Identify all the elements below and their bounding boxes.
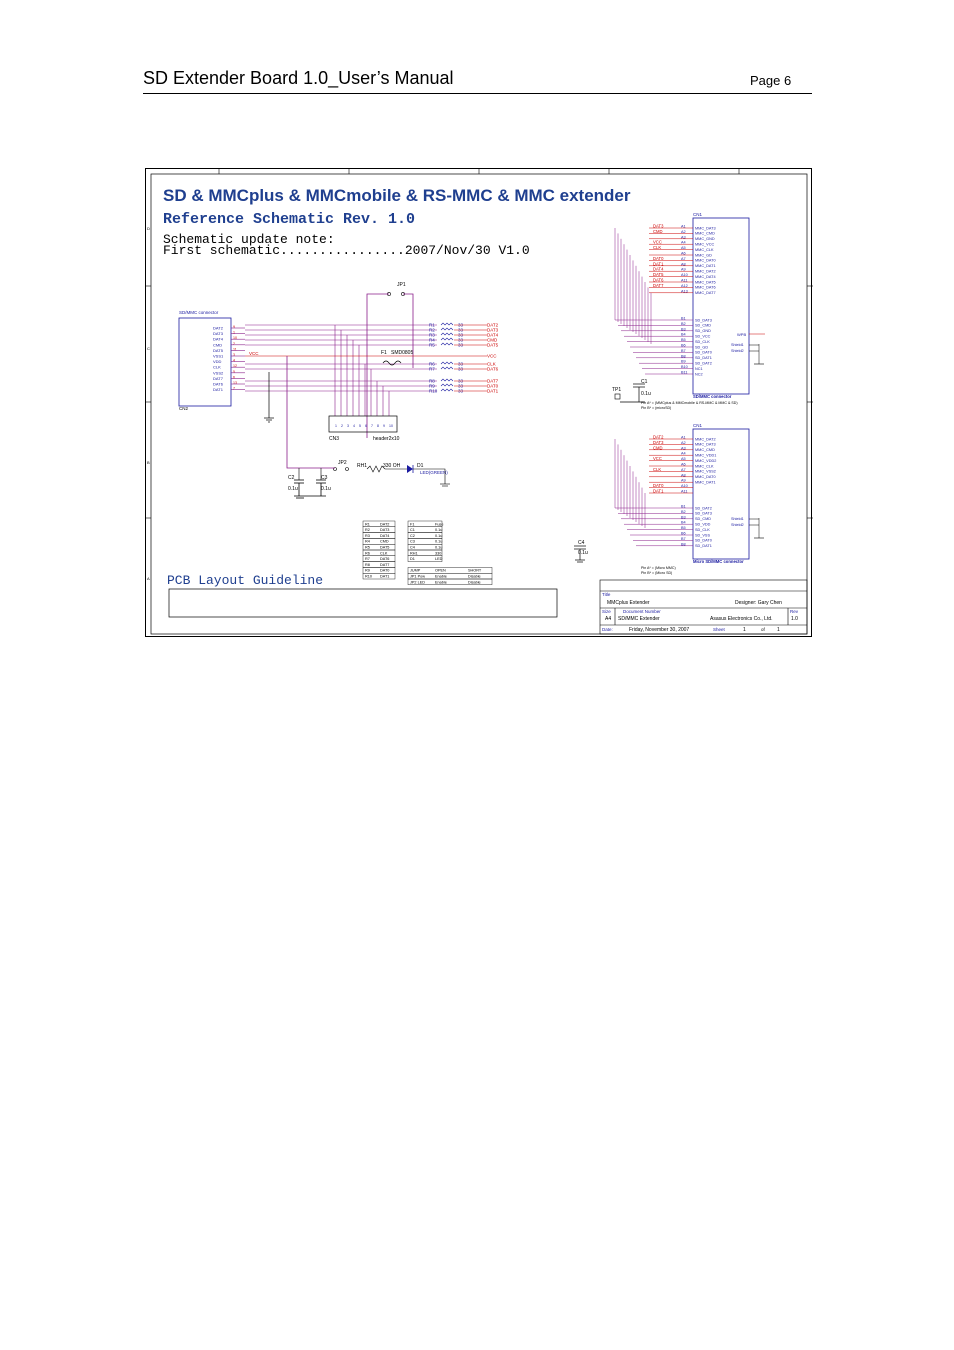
cn1-a-pin-number: A3 — [681, 235, 686, 240]
cn1-b-pin-number: B3 — [681, 327, 686, 332]
left-connector-pin-number: 13 — [233, 381, 237, 385]
left-connector-pin-label: DAT7 — [213, 375, 223, 381]
page-number: Page 6 — [750, 73, 792, 88]
tb-rev-label: Rev — [790, 609, 799, 614]
left-connector-pin-label: DAT5 — [213, 347, 223, 353]
pin-table-part: JP1 Pow — [410, 574, 425, 579]
left-connector-pin-number: 12 — [233, 364, 237, 369]
cn1-a-net-label: CMD — [653, 445, 663, 451]
left-connector-pin-number: 10 — [233, 336, 237, 341]
cn1-b-pin-label: SD_DAT2 — [695, 506, 712, 511]
vcc-label-right: VCC — [487, 353, 497, 359]
pin-table-part: C4 — [410, 545, 415, 550]
cn1-a-pin-label: MMC_DAT0 — [695, 475, 716, 480]
left-connector-pin-label: CMD — [213, 342, 223, 348]
fuse-ref: F1 — [381, 350, 387, 356]
left-connector-pin-label: CLK — [213, 364, 221, 370]
tb-sheet-label: Sheet — [713, 627, 725, 632]
cn1-a-net-label: DAT0 — [653, 483, 664, 489]
pin-table-net: DAT1 — [380, 574, 390, 579]
cn1-b-pin-number: B10 — [681, 365, 688, 370]
schematic-diagram — [145, 168, 813, 640]
cn1-a-net-label: DAT3 — [653, 439, 664, 445]
tb-title: MMCplus Extender — [607, 600, 650, 606]
pin-table-value: OPEN — [435, 568, 446, 573]
resistor-ref: R9 — [429, 383, 435, 389]
cn1-ref: CN1 — [693, 423, 703, 428]
left-connector-pin-label: DAT3 — [213, 331, 223, 337]
resistor-net-label: CMD — [487, 337, 498, 343]
jumper2-ref: JP2 — [338, 460, 347, 466]
update-note-line: First schematic................2007/Nov/30 V1.0 — [163, 243, 530, 258]
cn1-a-net-label: DAT6 — [653, 277, 664, 283]
pin-table-value: 0.1u — [435, 539, 443, 544]
header-pin-number: 10 — [389, 424, 393, 428]
resistor-ref: R10 — [429, 388, 438, 394]
cn1-b-pin-number: B8 — [681, 542, 686, 547]
left-connector-pin-number: 11 — [233, 347, 237, 352]
cn1-a-pin-label: MMC_DAT3 — [695, 442, 716, 447]
resistor-value: 33 — [458, 378, 464, 384]
resistor-ref: R1 — [429, 322, 435, 328]
cn1-a-pin-number: A7 — [681, 467, 686, 472]
cn1-b-pin-number: B8 — [681, 354, 686, 359]
cn1-a-pin-label: MMC_DAT7 — [695, 291, 716, 296]
pin-table-net: DAT7 — [380, 562, 390, 567]
pin-table-value: 330 — [435, 551, 442, 556]
pin-table-part: F1 — [410, 522, 415, 527]
resistor-net-label: DAT0 — [487, 383, 499, 389]
pin-table-resistor: R7 — [365, 557, 370, 562]
cn1-a-pin-number: A8 — [681, 473, 686, 478]
cap-c3-value: 0.1u — [321, 486, 331, 492]
left-connector-pin-number: 7 — [233, 386, 235, 391]
left-connector-pin-label: VSS1 — [213, 353, 224, 359]
cn1-b-pin-number: B6 — [681, 531, 686, 536]
pin-table-resistor: R10 — [365, 574, 372, 579]
tb-docnum: SD/MMC Extender — [618, 616, 660, 622]
resistor-ref: R7 — [429, 366, 435, 372]
header-pin-number: 2 — [341, 424, 343, 428]
cn1-a-pin-label: MMC_GD — [695, 253, 712, 258]
tb-of: 1 — [777, 627, 780, 633]
pin-table-resistor: R2 — [365, 528, 370, 533]
pin-table-net: DAT6 — [380, 557, 390, 562]
led-diode-value: LED(GREEN) — [420, 470, 448, 475]
update-note-label: Schematic update note: — [163, 232, 335, 247]
tb-title-label: Title — [602, 592, 611, 597]
header-pin-number: 7 — [371, 424, 373, 428]
cn1-b-pin-number: B1 — [681, 504, 686, 509]
tb-company: Asasus Electronics Co., Ltd. — [710, 616, 773, 622]
left-connector-pin-label: DAT1 — [213, 387, 223, 393]
cn1-a-pin-number: A5 — [681, 457, 686, 462]
cn1-note-2: Pin B* = (microSD) — [641, 406, 672, 410]
cn1-b-pin-number: B3 — [681, 515, 686, 520]
resistor-ref: R8 — [429, 378, 435, 384]
cn1-a-net-label: DAT4 — [653, 266, 664, 272]
pin-table-resistor: R4 — [365, 539, 370, 544]
cn1-b-pin-label: SD_DAT2 — [695, 361, 712, 366]
cn1-name: Micro SD/MMC connector — [693, 559, 744, 564]
pin-table-net: DAT4 — [380, 533, 390, 538]
pin-table-part: JUMP — [410, 568, 421, 573]
left-connector-pin-number: 3 — [233, 353, 235, 357]
resistor-net-label: DAT3 — [487, 327, 499, 333]
schematic-title: SD & MMCplus & MMCmobile & RS-MMC & MMC extender — [163, 186, 631, 205]
pin-table-value: 0.1u — [435, 533, 443, 538]
cn1-a-pin-label: MMC_DAT4 — [695, 274, 716, 279]
cn1-a-net-label: CMD — [653, 228, 663, 234]
left-connector-pin-number: 4 — [233, 358, 235, 363]
cn1-a-pin-number: A11 — [681, 489, 688, 494]
cn1-a-pin-label: MMC_VDD1 — [695, 453, 717, 458]
resistor-net-label: DAT5 — [487, 342, 499, 348]
pin-table-resistor: R6 — [365, 551, 370, 556]
cn1-shield-label: Shield1 — [731, 517, 744, 521]
left-connector-pin-number: 2 — [233, 341, 235, 346]
testpoint-ref: TP1 — [612, 387, 622, 393]
cn1-a-net-label: VCC — [653, 239, 662, 245]
cn1-a-net-label: DAT3 — [653, 223, 664, 229]
cn1-b-pin-number: B5 — [681, 338, 686, 343]
left-connector-pin-number: 6 — [233, 375, 235, 380]
pin-table-value: 0.1u — [435, 545, 443, 550]
cn1-a-net-label: DAT2 — [653, 434, 664, 440]
cn1-a-pin-number: A10 — [681, 484, 688, 489]
pin-table-net: DAT5 — [380, 545, 390, 550]
pin-table-value: Enable — [435, 574, 447, 579]
cn1-a-pin-number: A10 — [681, 273, 688, 278]
left-connector-title: SD/MMC connector — [179, 310, 219, 315]
resistor-ref: R2 — [429, 327, 435, 333]
pin-table-part: C1 — [410, 528, 415, 533]
led-diode-ref: D1 — [417, 463, 424, 469]
cn1-a-pin-label: MMC_VSS2 — [695, 469, 716, 474]
pin-table-net: CLK — [380, 551, 388, 556]
left-connector-pin-label: DAT2 — [213, 325, 223, 331]
left-connector-pin-label: VDD — [213, 359, 222, 365]
tb-size: A4 — [605, 616, 612, 622]
header-pin-number: 3 — [347, 424, 349, 428]
schematic-subtitle: Reference Schematic Rev. 1.0 — [163, 211, 416, 228]
cn1-name: SD/MMC connector — [693, 394, 732, 399]
cn1-shield-label: Shield2 — [731, 349, 744, 353]
jumper1-ref: JP1 — [397, 282, 406, 288]
tb-designer: Designer: Gary Chen — [735, 600, 782, 606]
left-connector-pin-number: 9 — [233, 325, 235, 329]
cap-c1-value: 0.1u — [641, 391, 651, 397]
cn1-a-pin-number: A2 — [681, 440, 686, 445]
tb-docnum-label: Document Number — [623, 609, 661, 614]
resistor-ref: R6 — [429, 361, 435, 367]
cn1-b-pin-label: SD_DAT0 — [695, 538, 712, 543]
cn1-a-pin-label: MMC_VDD2 — [695, 458, 717, 463]
resistor-value: 33 — [458, 337, 464, 343]
cap-c2-ref: C2 — [288, 475, 295, 481]
resistor-value: 33 — [458, 388, 464, 394]
cn1-a-pin-number: A5 — [681, 246, 686, 251]
cn1-a-pin-number: A4 — [681, 240, 686, 245]
cn1-a-pin-label: MMC_CLK — [695, 247, 714, 252]
pin-table-net: DAT2 — [380, 522, 390, 527]
pin-table-part: JP2 LED — [410, 580, 425, 585]
cn1-b-pin-label: SD_CLK — [695, 339, 710, 344]
left-connector-pin-number: 5 — [233, 369, 235, 374]
tb-sheet: 1 — [743, 627, 746, 633]
cn1-a-pin-number: A9 — [681, 267, 686, 272]
resistor-value: 33 — [458, 366, 464, 372]
resistor-net-label: CLK — [487, 361, 496, 367]
cn1-a-pin-number: A6 — [681, 251, 686, 256]
pin-table-resistor: R3 — [365, 533, 370, 538]
pin-table-resistor: R1 — [365, 522, 370, 527]
cn1-b-pin-label: SD_CMD — [695, 323, 712, 328]
cn1-b-pin-label: SD_DAT3 — [695, 511, 712, 516]
pin-table-extra: Disable — [468, 580, 481, 585]
pin-table-resistor: R9 — [365, 568, 370, 573]
cn1-a-net-label: VCC — [653, 456, 662, 462]
cap-c1-ref: C1 — [641, 379, 648, 385]
pin-table-part: C3 — [410, 539, 415, 544]
pin-table-net: CMD — [380, 539, 389, 544]
cn1-b-pin-label: SD_VCC — [695, 334, 711, 339]
tb-size-label: Size — [602, 609, 611, 614]
tb-date: Friday, November 30, 2007 — [629, 627, 690, 633]
cn1-b-pin-label: SD_CLK — [695, 527, 710, 532]
cn1-a-pin-label: MMC_DAT5 — [695, 280, 716, 285]
resistor-ref: R5 — [429, 342, 435, 348]
cn1-b-pin-number: B4 — [681, 332, 686, 337]
cn1-a-pin-number: A4 — [681, 451, 686, 456]
document-header-title: SD Extender Board 1.0_User’s Manual — [143, 68, 454, 88]
header-pin-number: 8 — [377, 424, 379, 428]
cn1-a-pin-number: A8 — [681, 262, 686, 267]
pin-table-value: 0.1u — [435, 528, 443, 533]
resistor-value: 33 — [458, 361, 464, 367]
pcb-guideline-label: PCB Layout Guideline — [167, 573, 324, 588]
cn1-a-net-label: CLK — [653, 245, 662, 251]
resistor-net-label: DAT2 — [487, 322, 499, 328]
cn1-b-pin-label: SD_DAT1 — [695, 544, 712, 549]
cn1-b-pin-label: SD_DAT1 — [695, 356, 712, 361]
cn1-a-pin-label: MMC_DAT2 — [695, 269, 716, 274]
resistor-value: 33 — [458, 332, 464, 338]
cn1-b-pin-number: B11 — [681, 370, 688, 375]
cn1-b-pin-label: NC1 — [695, 366, 703, 371]
border-letter-b: B — [147, 460, 150, 465]
tb-of-label: of — [761, 627, 765, 632]
cn1-b-pin-number: B2 — [681, 321, 686, 326]
left-connector-pin-label: DAT6 — [213, 381, 223, 387]
cn1-b-pin-label: NC2 — [695, 372, 703, 377]
header-rule — [143, 93, 812, 94]
cn1-a-pin-number: A9 — [681, 478, 686, 483]
header-pin-number: 1 — [335, 424, 337, 428]
cn1-a-pin-label: MMC_VCC — [695, 242, 715, 247]
cn1-note-1: Pin A* = (MMCplus & MMCmobile & RS-MMC & MMC & SD) — [641, 401, 738, 405]
cn1-b-pin-label: SD_CMD — [695, 517, 712, 522]
cn1-b-pin-number: B1 — [681, 316, 686, 321]
cap-c4-ref: C4 — [578, 540, 585, 546]
cn1-a-net-label: DAT5 — [653, 272, 664, 278]
cn1-note-2: Pin B* = (Micro SD) — [641, 571, 673, 575]
header-pin-number: 6 — [365, 424, 367, 428]
vcc-label-left: VCC — [249, 351, 259, 356]
cn1-a-pin-number: A13 — [681, 289, 688, 294]
pin-table-extra: Disable — [468, 574, 481, 579]
resistor-value: 33 — [458, 327, 464, 333]
cn1-a-pin-label: MMC_DAT1 — [695, 480, 716, 485]
pin-table-part: RH1 — [410, 551, 418, 556]
header-pin-number: 5 — [359, 424, 361, 428]
pin-table-resistor: R5 — [365, 545, 370, 550]
cn1-b-pin-label: SD_VSS — [695, 533, 710, 538]
cap-c2-value: 0.1u — [288, 486, 298, 492]
cn1-a-pin-label: MMC_GND — [695, 237, 715, 242]
cn1-b-pin-number: B4 — [681, 520, 686, 525]
cn1-a-pin-label: MMC_CLK — [695, 464, 714, 469]
left-connector-pin-number: 1 — [233, 330, 235, 335]
resistor-net-label: DAT7 — [487, 378, 499, 384]
border-letter-c: C — [147, 346, 150, 351]
cn1-a-pin-label: MMC_DAT0 — [695, 258, 716, 263]
resistor-net-label: DAT4 — [487, 332, 499, 338]
led-resistor-value: 330 OH — [383, 463, 401, 469]
pin-table-net: DAT0 — [380, 568, 390, 573]
header-pin-number: 4 — [353, 424, 355, 428]
border-letter-d: D — [147, 226, 150, 231]
header-value: header2x10 — [373, 436, 400, 442]
pin-table-value: LED — [435, 557, 443, 562]
cn1-a-pin-number: A2 — [681, 229, 686, 234]
cap-c3-ref: C3 — [321, 475, 328, 481]
cn1-a-pin-label: MMC_CMD — [695, 448, 715, 453]
resistor-net-label: DAT6 — [487, 366, 499, 372]
pin-table-part: C2 — [410, 533, 415, 538]
cn1-a-pin-number: A1 — [681, 224, 686, 229]
resistor-ref: R3 — [429, 332, 435, 338]
cn1-b-pin-label: SD_VDD — [695, 522, 711, 527]
cn1-a-net-label: DAT1 — [653, 261, 664, 267]
cn1-a-pin-number: A6 — [681, 462, 686, 467]
cn1-b-pin-number: B7 — [681, 536, 686, 541]
resistor-value: 33 — [458, 383, 464, 389]
cn1-ref: CN1 — [693, 212, 703, 217]
left-connector-pin-label: DAT4 — [213, 336, 223, 342]
cn1-a-pin-number: A3 — [681, 446, 686, 451]
tb-rev: 1.0 — [791, 616, 798, 622]
cap-c4-value: 0.1u — [578, 550, 588, 556]
cn1-b-pin-label: SD_DAT0 — [695, 350, 712, 355]
cn1-b-pin-number: B2 — [681, 509, 686, 514]
led-resistor-ref: RH1 — [357, 463, 368, 469]
cn1-a-pin-label: MMC_CMD — [695, 231, 715, 236]
pin-table-extra: SHORT — [468, 568, 482, 573]
cn1-a-pin-number: A11 — [681, 278, 688, 283]
header-pin-number: 9 — [383, 424, 385, 428]
cn1-b-pin-label: SD_GND — [695, 329, 711, 334]
cn1-shield-label: Shield1 — [731, 343, 744, 347]
border-letter-a: A — [147, 576, 150, 581]
cn1-a-net-label: DAT7 — [653, 282, 664, 288]
cn1-a-net-label: DAT0 — [653, 255, 664, 261]
cn1-a-net-label: CLK — [653, 466, 662, 472]
pin-table-resistor: R8 — [365, 562, 370, 567]
cn1-a-net-label: DAT1 — [653, 488, 664, 494]
fuse-value: SMD0805 — [391, 350, 414, 356]
cn1-a-pin-label: MMC_DAT3 — [695, 226, 716, 231]
cn1-a-pin-label: MMC_DAT1 — [695, 264, 716, 269]
cn1-b-pin-number: B6 — [681, 343, 686, 348]
tb-date-label: Date: — [602, 627, 613, 632]
resistor-value: 33 — [458, 322, 464, 328]
resistor-value: 33 — [458, 342, 464, 348]
pin-table-value: Fuse — [435, 522, 444, 527]
cn1-a-pin-label: MMC_DAT2 — [695, 437, 716, 442]
cn1-b-pin-number: B9 — [681, 359, 686, 364]
left-connector-pin-label: VSS2 — [213, 370, 224, 376]
cn1-a-pin-number: A12 — [681, 283, 688, 288]
cn1-b-pin-number: B5 — [681, 526, 686, 531]
cn1-a-pin-label: MMC_DAT6 — [695, 285, 716, 290]
cn1-b-pin-number: B7 — [681, 348, 686, 353]
cn1-b-pin-label: SD_GD — [695, 345, 709, 350]
cn1-note-1: Pin A* = (Micro MMC) — [641, 566, 676, 570]
resistor-ref: R4 — [429, 337, 435, 343]
pin-table-value: Enable — [435, 580, 447, 585]
pin-table-net: DAT3 — [380, 528, 390, 533]
pin-table-part: D1 — [410, 557, 415, 562]
resistor-net-label: DAT1 — [487, 388, 499, 394]
cn1-b-pin-label: SD_DAT3 — [695, 318, 712, 323]
cn1-shield-label: Shield2 — [731, 523, 744, 527]
cn1-a-pin-number: A7 — [681, 256, 686, 261]
cn1-wp-label: WPB — [737, 332, 747, 337]
left-connector-ref: CN2 — [179, 406, 189, 411]
header-ref: CN3 — [329, 436, 340, 442]
cn1-a-pin-number: A1 — [681, 435, 686, 440]
